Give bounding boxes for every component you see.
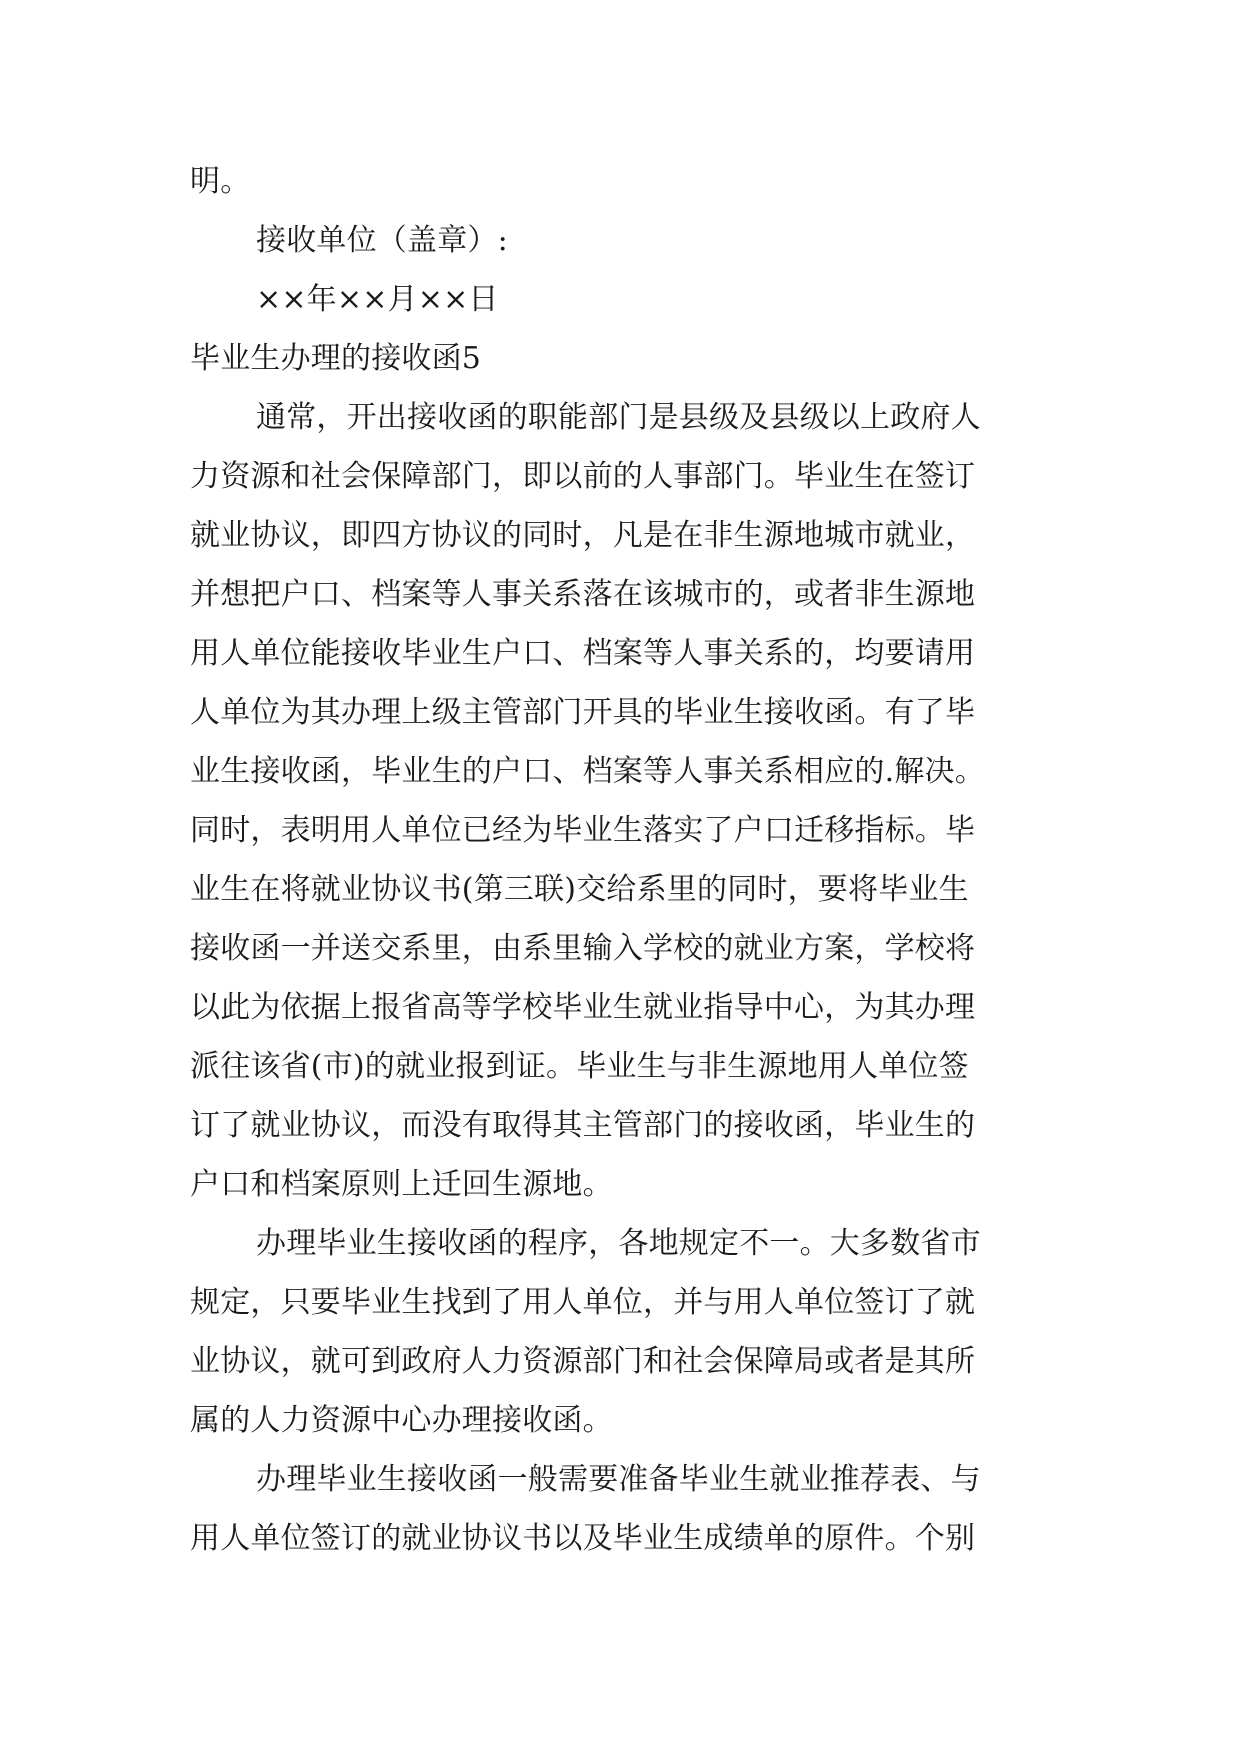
text-line: 明。 [190,164,251,199]
paragraph-line: 规定，只要毕业生找到了用人单位，并与用人单位签订了就 [190,1285,976,1320]
paragraph-line: 通常，开出接收函的职能部门是县级及县级以上政府人 [256,400,981,435]
paragraph-line: 用人单位签订的就业协议书以及毕业生成绩单的原件。个别 [190,1521,976,1556]
paragraph-line: 力资源和社会保障部门，即以前的人事部门。毕业生在签订 [190,459,976,494]
document-body [190,152,1045,1568]
paragraph-line: 以此为依据上报省高等学校毕业生就业指导中心，为其办理 [190,990,976,1025]
stamp-label: 接收单位（盖章）: [256,223,508,258]
paragraph-line: 办理毕业生接收函的程序，各地规定不一。大多数省市 [256,1226,981,1261]
paragraph-line: 业生接收函，毕业生的户口、档案等人事关系相应的.解决。 [190,754,985,789]
paragraph-line: 人单位为其办理上级主管部门开具的毕业生接收函。有了毕 [190,695,976,730]
paragraph-line: 用人单位能接收毕业生户口、档案等人事关系的，均要请用 [190,636,976,671]
section-heading: 毕业生办理的接收函5 [190,341,482,376]
date-line: ××年××月××日 [256,282,499,317]
paragraph-line: 同时，表明用人单位已经为毕业生落实了户口迁移指标。毕 [190,813,976,848]
paragraph-line: 属的人力资源中心办理接收函。 [190,1403,613,1438]
paragraph-line: 订了就业协议，而没有取得其主管部门的接收函，毕业生的 [190,1108,976,1143]
paragraph-line: 户口和档案原则上迁回生源地。 [190,1167,613,1202]
paragraph-line: 就业协议，即四方协议的同时，凡是在非生源地城市就业， [190,518,976,553]
paragraph-line: 业协议，就可到政府人力资源部门和社会保障局或者是其所 [190,1344,976,1379]
paragraph-line: 业生在将就业协议书(第三联)交给系里的同时，要将毕业生 [190,872,969,907]
paragraph-line: 办理毕业生接收函一般需要准备毕业生就业推荐表、与 [256,1462,981,1497]
paragraph-line: 并想把户口、档案等人事关系落在该城市的，或者非生源地 [190,577,976,612]
paragraph-line: 接收函一并送交系里，由系里输入学校的就业方案，学校将 [190,931,976,966]
paragraph-line: 派往该省(市)的就业报到证。毕业生与非生源地用人单位签 [190,1049,969,1084]
